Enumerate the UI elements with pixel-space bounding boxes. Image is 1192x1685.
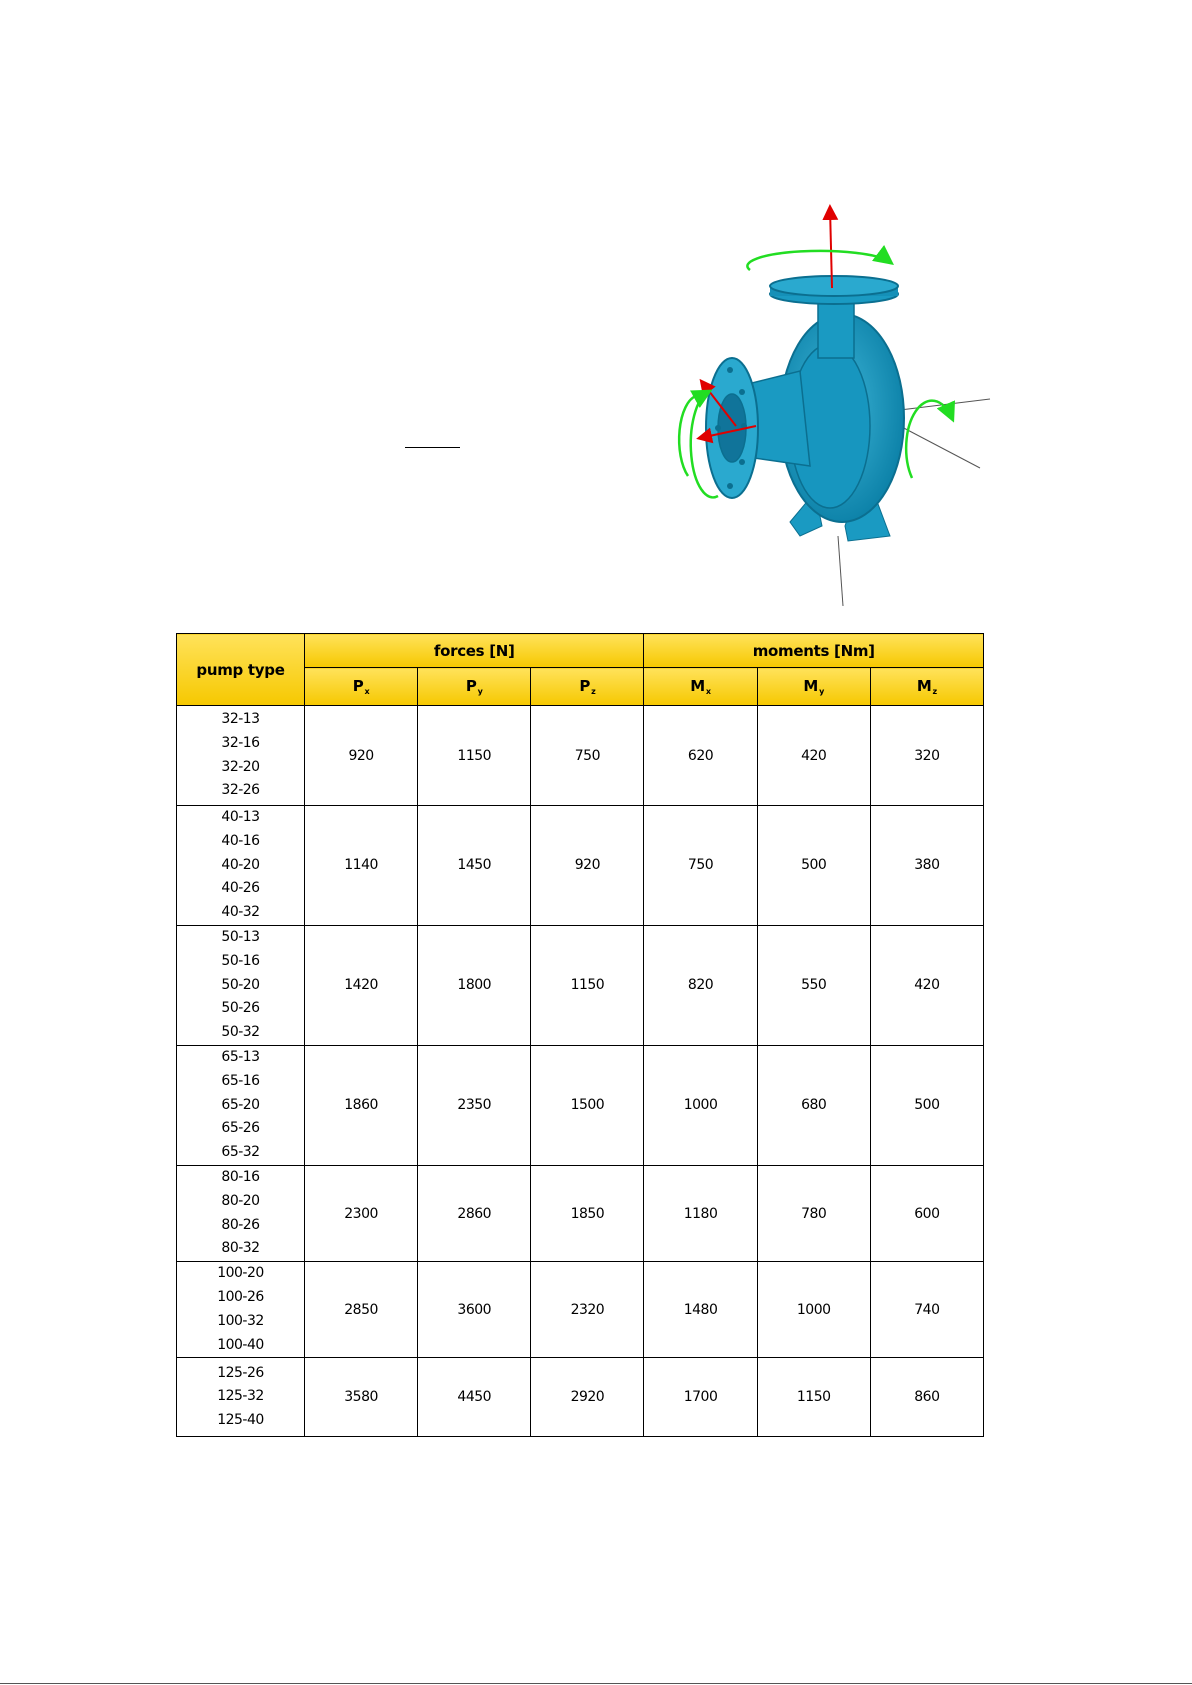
pump-type-label: 40-20 (221, 856, 260, 873)
pump-type-label: 40-13 (221, 809, 260, 825)
value-cell-px: 2850 (305, 1262, 418, 1358)
header-my: $M_y$ (757, 668, 870, 706)
value-cell-my: 1000 (757, 1262, 870, 1358)
pump-type-label: 80-16 (221, 1168, 260, 1185)
pump-type-label: 32-16 (221, 734, 260, 751)
value-cell-mx: 1000 (644, 1045, 757, 1165)
pump-type-cell (177, 925, 305, 1045)
value-cell-py: 3600 (418, 1262, 531, 1358)
pump-type-label: 65-16 (221, 1072, 260, 1089)
value-cell-my: 780 (757, 1165, 870, 1261)
pump-type-label: 100-40 (217, 1336, 264, 1353)
value-cell-px: 920 (305, 706, 418, 806)
pump-type-label: 100-32 (217, 1312, 264, 1329)
value-cell-my: 550 (757, 925, 870, 1045)
value-cell-mz: 600 (870, 1165, 983, 1261)
pump-type-label: 50-20 (221, 976, 260, 993)
table-row (177, 706, 984, 806)
pump-type-label: 50-13 (221, 928, 260, 945)
underline-mark (405, 447, 460, 448)
pump-type-label: 65-26 (221, 1120, 260, 1137)
value-cell-mz: 420 (870, 925, 983, 1045)
pump-drawing (660, 196, 1000, 606)
value-cell-pz: 1850 (531, 1165, 644, 1261)
pump-type-label: 32-26 (221, 782, 260, 799)
value-cell-mz: 320 (870, 706, 983, 806)
value-cell-mx: 620 (644, 706, 757, 806)
pump-type-label: 65-13 (221, 1048, 260, 1065)
pump-type-cell (177, 1165, 305, 1261)
table-row (177, 1165, 984, 1261)
header-moments: moments [Nm] (644, 634, 984, 668)
header-mx: $M_x$ (644, 668, 757, 706)
pump-illustration (660, 196, 1000, 606)
pump-type-cell (177, 806, 305, 926)
header-mz: $M_z$ (870, 668, 983, 706)
value-cell-my: 500 (757, 806, 870, 926)
value-cell-px: 1140 (305, 806, 418, 926)
pump-type-label: 100-26 (217, 1288, 264, 1305)
value-cell-mz: 740 (870, 1262, 983, 1358)
value-cell-pz: 750 (531, 706, 644, 806)
pump-type-label: 125-32 (217, 1388, 264, 1405)
value-cell-py: 1450 (418, 806, 531, 926)
page-footer-rule (0, 1683, 1192, 1684)
value-cell-px: 3580 (305, 1358, 418, 1437)
pump-type-label: 80-20 (221, 1192, 260, 1209)
header-forces: forces [N] (305, 634, 644, 668)
value-cell-py: 2860 (418, 1165, 531, 1261)
nozzle-loads-table (176, 633, 984, 1437)
value-cell-mx: 1700 (644, 1358, 757, 1437)
value-cell-mz: 500 (870, 1045, 983, 1165)
pump-type-label: 80-26 (221, 1216, 260, 1233)
table-row (177, 1358, 984, 1437)
value-cell-my: 680 (757, 1045, 870, 1165)
header-py: $P_y$ (418, 668, 531, 706)
value-cell-pz: 1500 (531, 1045, 644, 1165)
pump-type-label: 65-20 (221, 1096, 260, 1113)
value-cell-my: 420 (757, 706, 870, 806)
value-cell-mx: 1480 (644, 1262, 757, 1358)
table-row (177, 925, 984, 1045)
header-row-groups (177, 634, 984, 668)
value-cell-my: 1150 (757, 1358, 870, 1437)
value-cell-pz: 2320 (531, 1262, 644, 1358)
pump-type-label: 50-26 (221, 1000, 260, 1017)
value-cell-px: 1420 (305, 925, 418, 1045)
pump-type-label: 50-16 (221, 952, 260, 969)
header-pump-type: pump type (177, 634, 305, 706)
header-pz: $P_z$ (531, 668, 644, 706)
value-cell-px: 2300 (305, 1165, 418, 1261)
pump-type-label: 32-20 (221, 758, 260, 775)
pump-type-label: 80-32 (221, 1240, 260, 1257)
pump-type-cell (177, 1262, 305, 1358)
pump-type-cell (177, 706, 305, 806)
pump-type-label: 40-16 (221, 832, 260, 849)
table-row (177, 1262, 984, 1358)
table-row (177, 806, 984, 926)
value-cell-py: 2350 (418, 1045, 531, 1165)
pump-type-label: 65-32 (221, 1144, 260, 1161)
pump-type-label: 50-32 (221, 1024, 260, 1041)
pump-type-label: 40-26 (221, 880, 260, 897)
pump-type-cell (177, 1045, 305, 1165)
pump-type-label: 100-20 (217, 1265, 264, 1282)
value-cell-py: 1800 (418, 925, 531, 1045)
value-cell-mz: 860 (870, 1358, 983, 1437)
table-row (177, 1045, 984, 1165)
value-cell-mx: 820 (644, 925, 757, 1045)
header-px: $P_x$ (305, 668, 418, 706)
pump-type-cell (177, 1358, 305, 1437)
pump-type-label: 125-26 (217, 1364, 264, 1381)
value-cell-py: 1150 (418, 706, 531, 806)
value-cell-px: 1860 (305, 1045, 418, 1165)
value-cell-mx: 1180 (644, 1165, 757, 1261)
value-cell-mx: 750 (644, 806, 757, 926)
pump-type-label: 40-32 (221, 904, 260, 921)
pump-type-label: 125-40 (217, 1412, 264, 1429)
value-cell-mz: 380 (870, 806, 983, 926)
value-cell-pz: 2920 (531, 1358, 644, 1437)
pump-type-label: 32-13 (221, 710, 260, 727)
value-cell-pz: 920 (531, 806, 644, 926)
value-cell-py: 4450 (418, 1358, 531, 1437)
value-cell-pz: 1150 (531, 925, 644, 1045)
